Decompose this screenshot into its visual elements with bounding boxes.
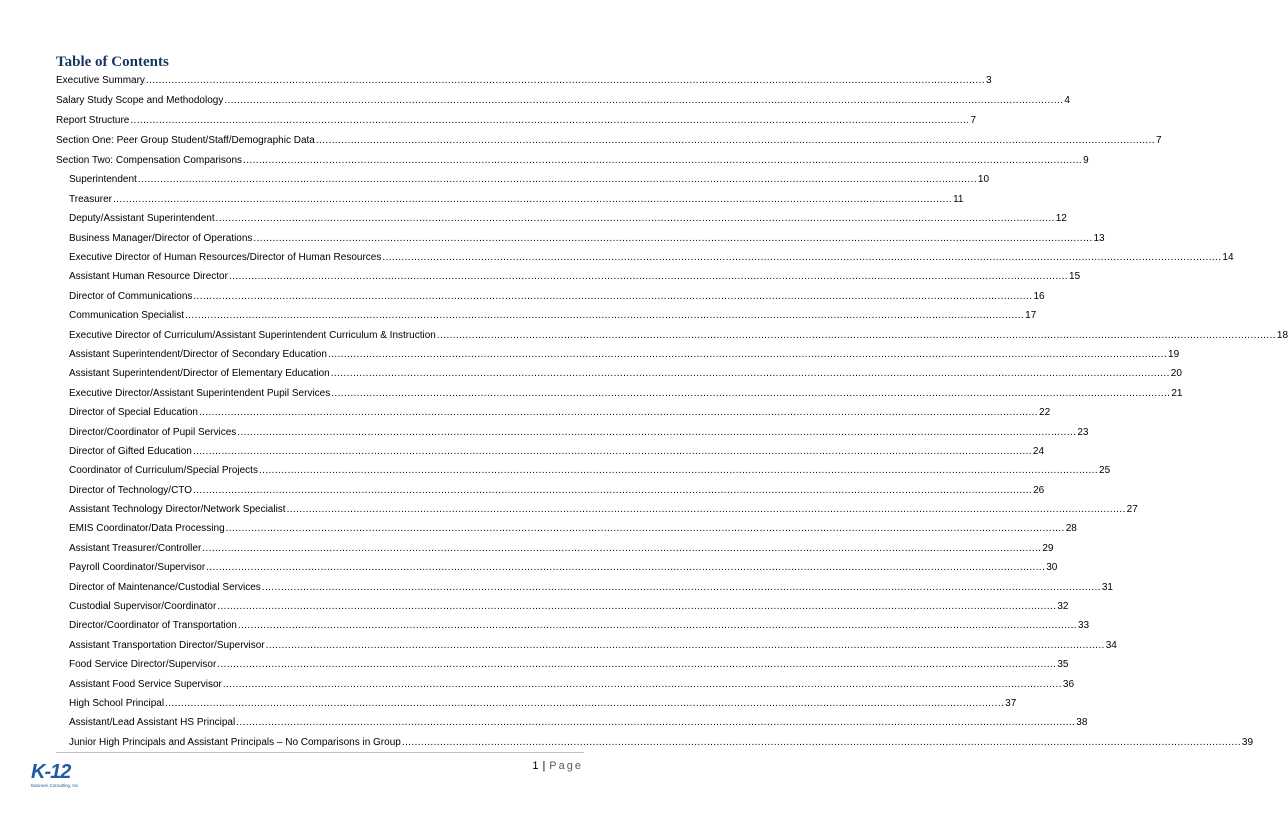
toc-entry-page: 18: [1276, 329, 1288, 341]
toc-entry-label: Director/Coordinator of Transportation: [69, 620, 237, 632]
toc-entry[interactable]: [56, 675, 1075, 694]
dot-leader: [217, 597, 1056, 616]
toc-entry-label: Salary Study Scope and Methodology: [56, 94, 224, 106]
dot-leader: [402, 733, 1241, 752]
toc-entry[interactable]: [56, 713, 1088, 732]
toc-entry-page: 20: [1170, 368, 1182, 380]
dot-leader: [193, 287, 1032, 306]
toc-entry[interactable]: [56, 481, 1045, 500]
dot-leader: [229, 267, 1068, 286]
dot-leader: [259, 461, 1098, 480]
dot-leader: [243, 151, 1082, 171]
toc-entry-page: 25: [1099, 465, 1111, 477]
toc-entry-label: Junior High Principals and Assistant Principals – No Comparisons in Group: [69, 736, 401, 748]
toc-entry-page: 11: [953, 193, 964, 205]
dot-leader: [262, 578, 1101, 597]
toc-entry-label: Section Two: Compensation Comparisons: [56, 154, 243, 166]
toc-entry-label: Food Service Director/Supervisor: [69, 659, 217, 671]
toc-entry-page: 7: [970, 114, 977, 126]
toc-entry-label: High School Principal: [69, 698, 165, 709]
toc-entry-page: 21: [1171, 387, 1183, 399]
toc-entry-page: 31: [1101, 581, 1113, 593]
toc-entry-page: 34: [1105, 639, 1117, 651]
page-number: [532, 760, 583, 772]
toc-entry-label: Treasurer: [69, 193, 112, 205]
page-separator: |: [542, 760, 546, 772]
toc-entry-label: Section One: Peer Group Student/Staff/Demographic Data: [56, 134, 315, 146]
toc-entry-label: Assistant Technology Director/Network Specialist: [69, 504, 286, 516]
toc-entry[interactable]: [56, 111, 977, 131]
toc-entry-label: Executive Director of Human Resources/Director of Human Resources: [69, 252, 382, 264]
toc-entry[interactable]: [56, 364, 1182, 383]
toc-entry-label: Deputy/Assistant Superintendent: [69, 213, 215, 225]
table-of-contents: [56, 71, 1288, 752]
dot-leader: [224, 91, 1063, 111]
dot-leader: [331, 384, 1170, 403]
dot-leader: [382, 248, 1221, 267]
dot-leader: [223, 675, 1062, 694]
toc-entry-page: 24: [1032, 445, 1045, 457]
dot-leader: [253, 229, 1092, 248]
toc-entry-page: 16: [1033, 290, 1045, 302]
toc-entry-page: 3: [986, 75, 992, 86]
toc-entry-label: Custodial Supervisor/Coordinator: [69, 601, 217, 613]
toc-entry-page: 19: [1168, 348, 1180, 360]
toc-entry[interactable]: [56, 151, 1089, 171]
toc-entry-page: 15: [1069, 271, 1081, 283]
toc-entry[interactable]: [56, 442, 1045, 461]
dot-leader: [437, 326, 1276, 345]
toc-entry[interactable]: [56, 131, 1162, 151]
toc-entry-label: Director of Maintenance/Custodial Services: [69, 581, 261, 593]
toc-entry[interactable]: [56, 384, 1183, 403]
toc-entry-label: Business Manager/Director of Operations: [69, 232, 253, 244]
dot-leader: [287, 500, 1126, 519]
toc-entry[interactable]: [56, 655, 1069, 674]
dot-leader: [328, 345, 1167, 364]
svg-text:Business Consulting, Inc.: Business Consulting, Inc.: [31, 783, 80, 788]
toc-entry-label: Coordinator of Curriculum/Special Projects: [69, 465, 258, 477]
toc-entry-label: Assistant Superintendent/Director of Secondary Education: [69, 348, 327, 360]
toc-entry-label: Assistant Human Resource Director: [69, 271, 228, 283]
toc-entry[interactable]: [56, 558, 1058, 577]
toc-entry-page: 22: [1039, 407, 1051, 419]
toc-entry-page: 7: [1155, 134, 1162, 146]
toc-entry-label: Executive Summary: [56, 75, 145, 86]
dot-leader: [165, 694, 1004, 713]
toc-entry-page: 35: [1057, 659, 1069, 671]
toc-entry-page: 30: [1046, 562, 1058, 574]
toc-entry-page: 36: [1062, 678, 1075, 690]
toc-entry-label: Assistant Superintendent/Director of Elementary Education: [69, 368, 330, 380]
toc-entry-label: Director/Coordinator of Pupil Services: [69, 426, 237, 438]
dot-leader: [237, 423, 1076, 442]
footer-divider: [56, 752, 584, 753]
toc-entry[interactable]: [56, 539, 1054, 558]
toc-entry-page: 28: [1065, 523, 1077, 535]
toc-entry-label: Executive Director of Curriculum/Assistant Superintendent Curriculum & Instruction: [69, 329, 436, 341]
toc-entry[interactable]: [56, 209, 1067, 228]
toc-entry-page: 13: [1093, 232, 1105, 244]
dot-leader: [331, 364, 1170, 383]
toc-entry-page: 10: [977, 174, 990, 186]
toc-entry-page: 37: [1005, 698, 1017, 709]
toc-entry[interactable]: [56, 519, 1077, 538]
toc-entry-page: 27: [1126, 504, 1138, 516]
toc-entry-page: 17: [1025, 310, 1037, 322]
dot-leader: [236, 713, 1075, 732]
dot-leader: [193, 442, 1032, 461]
toc-entry-page: 14: [1222, 252, 1234, 264]
toc-entry-page: 23: [1077, 426, 1089, 438]
toc-entry-page: 38: [1076, 717, 1088, 729]
toc-title: Table of Contents: [56, 54, 169, 70]
toc-entry-label: Assistant/Lead Assistant HS Principal: [69, 717, 236, 729]
toc-entry-label: Report Structure: [56, 114, 130, 126]
toc-entry-page: 9: [1083, 154, 1089, 166]
toc-entry-page: 12: [1055, 213, 1067, 225]
toc-entry-label: Communication Specialist: [69, 310, 185, 322]
toc-entry-page: 26: [1033, 484, 1045, 496]
toc-entry[interactable]: [56, 733, 1254, 752]
toc-entry[interactable]: [56, 345, 1180, 364]
toc-entry[interactable]: [56, 306, 1037, 325]
dot-leader: [206, 558, 1045, 577]
toc-entry[interactable]: [56, 71, 992, 91]
dot-leader: [202, 539, 1041, 558]
k12-logo: [30, 757, 80, 791]
toc-entry[interactable]: [56, 287, 1045, 306]
dot-leader: [266, 636, 1105, 655]
toc-entry[interactable]: [56, 597, 1069, 616]
toc-entry-label: Director of Gifted Education: [69, 445, 192, 457]
page-word: Page: [549, 760, 583, 772]
svg-text:K-12: K-12: [31, 761, 71, 783]
toc-entry-label: Assistant Treasurer/Controller: [69, 542, 202, 554]
dot-leader: [138, 170, 977, 189]
toc-entry-label: EMIS Coordinator/Data Processing: [69, 523, 225, 535]
toc-entry-label: Assistant Transportation Director/Supervisor: [69, 639, 265, 651]
toc-entry[interactable]: [56, 500, 1138, 519]
toc-entry-page: 4: [1064, 94, 1070, 106]
toc-entry[interactable]: [56, 694, 1017, 713]
dot-leader: [113, 190, 952, 209]
toc-entry-label: Superintendent: [69, 174, 137, 186]
dot-leader: [238, 616, 1077, 635]
toc-entry[interactable]: [56, 616, 1090, 635]
page-number-value: 1: [532, 760, 539, 772]
dot-leader: [185, 306, 1024, 325]
toc-entry[interactable]: [56, 248, 1234, 267]
dot-leader: [316, 131, 1155, 151]
toc-entry-label: Payroll Coordinator/Supervisor: [69, 562, 206, 574]
toc-entry-page: 32: [1057, 601, 1069, 613]
toc-entry[interactable]: [56, 326, 1288, 345]
toc-entry-page: 33: [1077, 620, 1090, 632]
toc-entry[interactable]: [56, 403, 1051, 422]
dot-leader: [193, 481, 1032, 500]
toc-entry-label: Assistant Food Service Supervisor: [69, 678, 222, 690]
toc-entry[interactable]: [56, 461, 1111, 480]
toc-entry[interactable]: [56, 578, 1113, 597]
toc-entry-label: Executive Director/Assistant Superintendent Pupil Services: [69, 387, 331, 399]
dot-leader: [130, 111, 969, 131]
toc-entry-page: 29: [1042, 542, 1054, 554]
toc-entry[interactable]: [56, 190, 964, 209]
toc-entry[interactable]: [56, 170, 990, 189]
dot-leader: [146, 71, 985, 91]
toc-entry[interactable]: [56, 91, 1070, 111]
dot-leader: [199, 403, 1038, 422]
toc-entry-page: 39: [1241, 736, 1254, 748]
toc-entry[interactable]: [56, 229, 1105, 248]
dot-leader: [217, 655, 1056, 674]
toc-entry[interactable]: [56, 636, 1117, 655]
toc-entry-label: Director of Communications: [69, 290, 193, 302]
toc-entry[interactable]: [56, 423, 1089, 442]
toc-entry[interactable]: [56, 267, 1081, 286]
toc-entry-label: Director of Technology/CTO: [69, 484, 193, 496]
dot-leader: [216, 209, 1055, 228]
dot-leader: [226, 519, 1065, 538]
toc-entry-label: Director of Special Education: [69, 407, 198, 419]
